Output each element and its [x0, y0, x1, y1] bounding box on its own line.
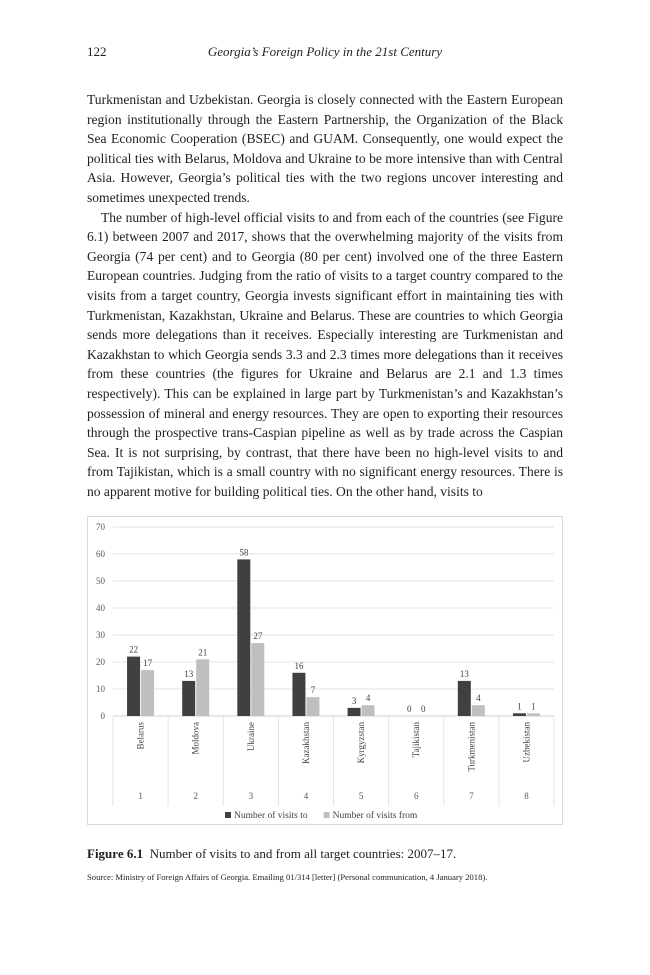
bar-chart: [87, 516, 563, 825]
category-label: Tajikistan: [411, 722, 422, 758]
y-tick-label: 30: [96, 630, 105, 640]
data-label: 7: [310, 685, 316, 696]
figure-caption-text: Number of visits to and from all target countries: 2007–17.: [149, 846, 457, 861]
data-label: 13: [459, 668, 469, 679]
category-label: Kyrgyzstan: [356, 722, 367, 764]
category-index-label: 5: [358, 791, 364, 801]
data-label: 58: [239, 547, 249, 558]
data-label: 3: [351, 695, 357, 706]
category-label: Moldova: [190, 722, 201, 755]
bar-visits-to: [348, 708, 361, 716]
bar-visits-from: [472, 705, 485, 716]
figure-label: Figure 6.1: [87, 846, 144, 861]
paragraph: Turkmenistan and Uzbekistan. Georgia is closely connected with the Eastern European region institutionally through the Eastern Partnership, the Organization of the Black Sea Economic Cooperation (BSEC) and GUAM. Consequently, one would expect the political ties with Belarus, Moldova and Ukraine to be more intensive than with Central Asia. However, Georgia’s political ties with the two regions uncover interesting and sometimes unexpected trends.: [87, 92, 563, 205]
bar-visits-from: [196, 659, 209, 716]
legend-swatch: [324, 812, 330, 818]
data-label: 21: [198, 647, 208, 658]
category-label: Belarus: [135, 722, 146, 750]
data-label: 0: [406, 704, 412, 714]
bar-visits-to: [127, 657, 140, 716]
bar-visits-from: [527, 713, 540, 716]
running-title: Georgia’s Foreign Policy in the 21st Century: [207, 44, 443, 59]
data-label: 4: [365, 693, 371, 704]
y-tick-label: 20: [96, 657, 105, 667]
bar-visits-from: [306, 697, 319, 716]
page-header: [87, 44, 563, 64]
figure-caption: [87, 846, 563, 862]
data-label: 1: [531, 701, 536, 712]
bar-visits-from: [251, 643, 264, 716]
legend-swatch: [225, 812, 231, 818]
bar-visits-to: [237, 559, 250, 716]
category-index-label: 4: [303, 791, 309, 801]
bar-visits-to: [182, 681, 195, 716]
paragraph: The number of high-level official visits to and from each of the countries (see Figure 6.1) between 2007 and 2017, shows that the overwhelming majority of the visits from Georgia (74 per cent) and to Georgia (80 per cent) involved one of the three Eastern European countries. Judging from the ratio of visits to a target country compared to the visits from a target country, Georgia invests significant effort in maintaining ties with Turkmenistan, Kazakhstan, Ukraine and Belarus. These are countries to which Georgia sends more delegations than it receives. Especially interesting are Turkmenistan and Kazakhstan to which Georgia sends 3.3 and 2.3 times more delegations than it receives from these countries (the figures for Ukraine and Belarus are 2.1 and 1.3 times respectively). This can be explained in large part by Turkmenistan’s and Kazakhstan’s possession of mineral and energy resources. They are open to exporting their resources through the prospective trans-Caspian pipeline as well as by trade across the Caspian Sea. It is not surprising, by contrast, that there have been no high-level visits to and from Tajikistan, which is a small country with no significant energy resources. There is no apparent motive for building political ties. On the other hand, visits to: [87, 209, 563, 499]
category-index-label: 1: [138, 791, 143, 801]
category-label: Uzbekistan: [521, 722, 532, 763]
legend-label: Number of visits from: [332, 811, 418, 821]
category-label: Kazakhstan: [300, 722, 311, 764]
figure-source: Source: Ministry of Foreign Affairs of Georgia. Emailing 01/314 [letter] (Personal communication, 4 January 2018).: [87, 872, 488, 882]
data-label: 17: [143, 658, 153, 669]
bar-visits-to: [292, 673, 305, 716]
y-tick-label: 0: [100, 711, 105, 721]
y-tick-label: 10: [96, 684, 105, 694]
body-text: [87, 90, 563, 501]
y-tick-label: 50: [96, 576, 105, 586]
bar-visits-to: [458, 681, 471, 716]
data-label: 0: [420, 704, 426, 714]
y-tick-label: 40: [96, 603, 105, 613]
bar-visits-from: [141, 670, 154, 716]
category-label: Turkmenistan: [466, 722, 477, 772]
data-label: 16: [294, 660, 304, 671]
bar-visits-to: [513, 713, 526, 716]
category-index-label: 2: [193, 791, 198, 801]
category-index-label: 6: [413, 791, 419, 801]
category-index-label: 8: [524, 791, 529, 801]
data-label: 22: [129, 644, 139, 655]
data-label: 4: [476, 693, 481, 704]
category-label: Ukraine: [245, 722, 256, 751]
category-index-label: 7: [469, 791, 474, 801]
data-label: 27: [253, 631, 263, 642]
data-label: 1: [517, 701, 522, 712]
y-tick-label: 70: [96, 522, 105, 532]
category-index-label: 3: [248, 791, 254, 801]
page-number: 122: [87, 44, 107, 59]
y-tick-label: 60: [96, 549, 105, 559]
data-label: 13: [184, 668, 194, 679]
bar-visits-from: [362, 705, 375, 716]
chart-svg: [88, 517, 564, 826]
legend-label: Number of visits to: [234, 811, 308, 821]
